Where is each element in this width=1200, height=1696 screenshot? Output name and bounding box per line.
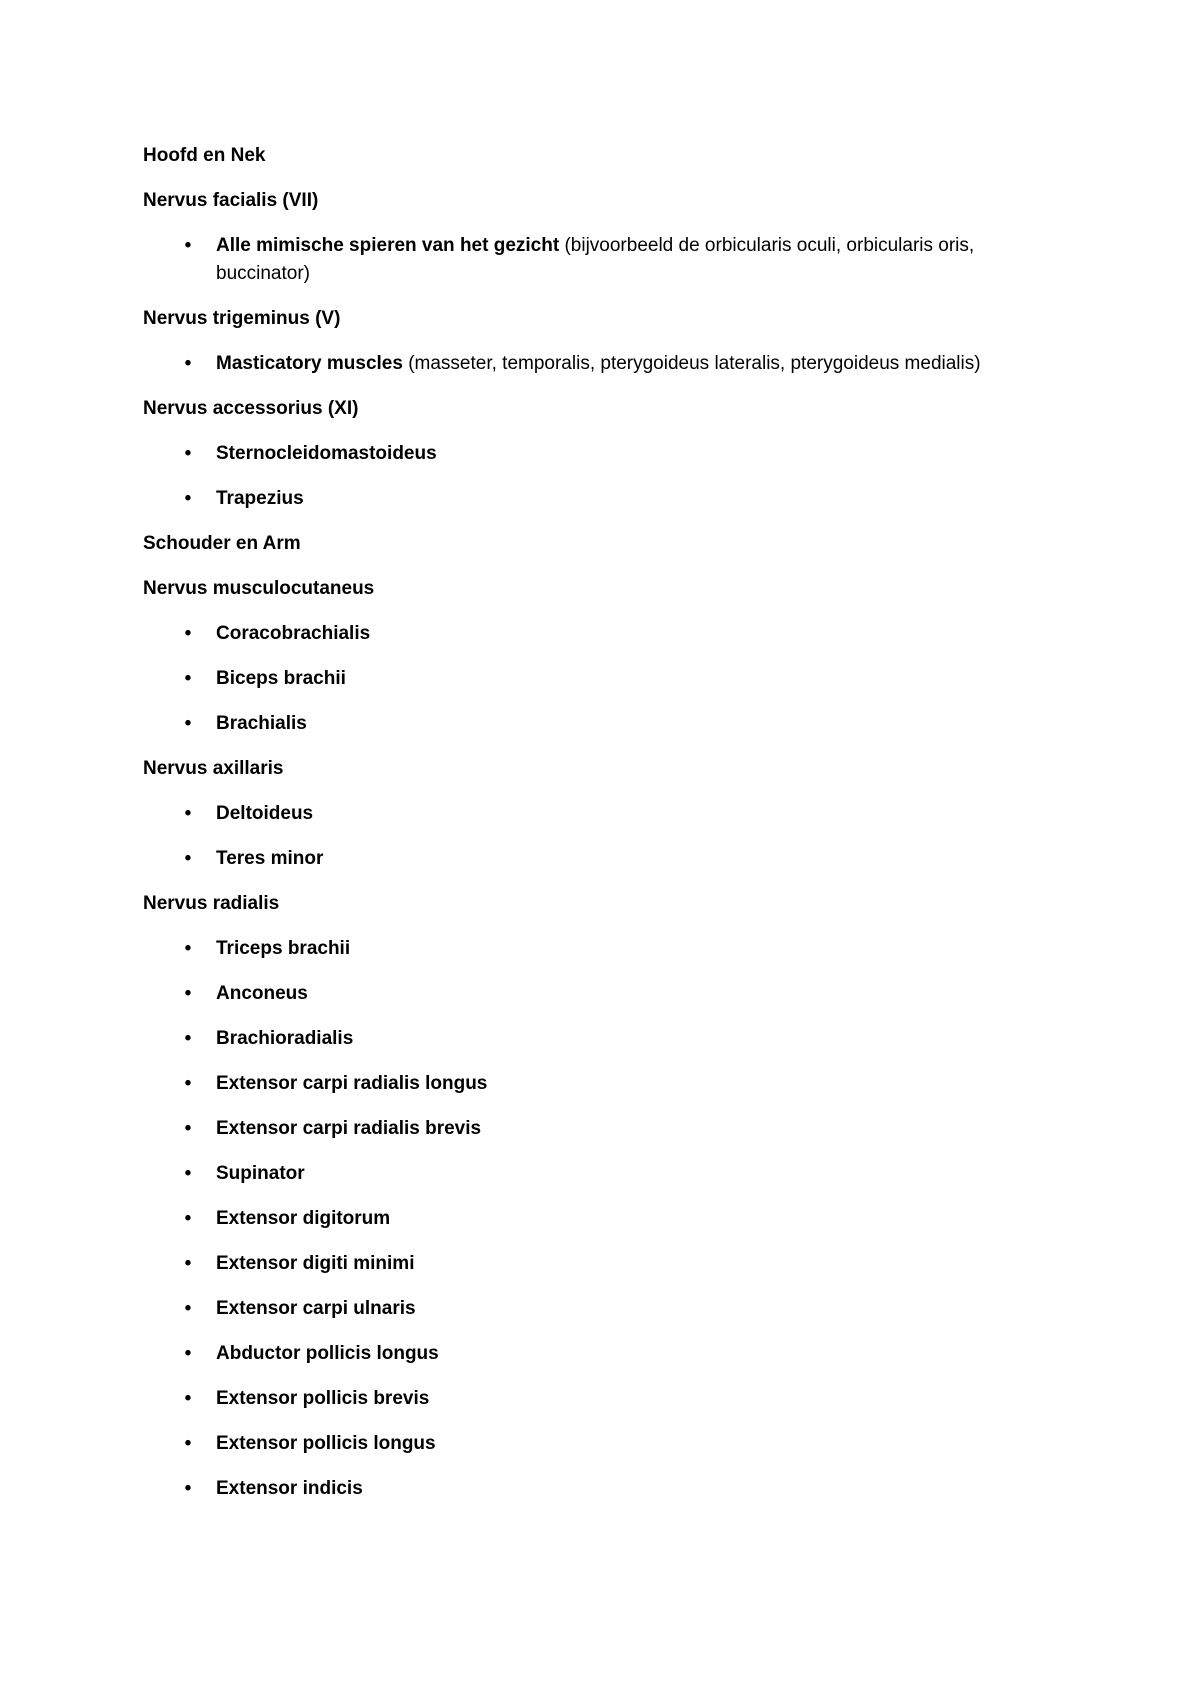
bullet-icon: • — [184, 1028, 192, 1049]
muscle-name: Teres minor — [216, 848, 324, 869]
list-item — [143, 1205, 1063, 1233]
muscle-name: Abductor pollicis longus — [216, 1343, 439, 1364]
muscle-name: Deltoideus — [216, 803, 314, 824]
bullet-icon: • — [184, 488, 192, 509]
section-heading: Nervus trigeminus (V) — [143, 308, 341, 329]
document-body — [143, 142, 1063, 1520]
list-item — [143, 620, 1063, 648]
muscle-detail: (masseter, temporalis, pterygoideus lateralis, pterygoideus medialis) — [402, 353, 981, 374]
section-heading: Nervus facialis (VII) — [143, 190, 319, 211]
list-item — [143, 440, 1063, 468]
bullet-icon: • — [184, 1073, 192, 1094]
muscle-name: Extensor carpi radialis longus — [216, 1073, 488, 1094]
bullet-icon: • — [184, 353, 192, 374]
bullet-icon: • — [184, 235, 192, 256]
muscle-name: Masticatory muscles — [216, 353, 403, 374]
list-item — [143, 665, 1063, 693]
bullet-icon: • — [184, 1208, 192, 1229]
bullet-list — [143, 232, 1063, 288]
list-item — [143, 1295, 1063, 1323]
muscle-name: Extensor carpi ulnaris — [216, 1298, 416, 1319]
list-item — [143, 710, 1063, 738]
list-item — [143, 1115, 1063, 1143]
bullet-icon: • — [184, 1343, 192, 1364]
list-item — [143, 800, 1063, 828]
muscle-name: Triceps brachii — [216, 938, 351, 959]
muscle-name: Alle mimische spieren van het gezicht — [216, 235, 560, 256]
bullet-icon: • — [184, 1478, 192, 1499]
list-item — [143, 232, 1063, 288]
muscle-name: Extensor digitorum — [216, 1208, 391, 1229]
bullet-icon: • — [184, 668, 192, 689]
list-item — [143, 1070, 1063, 1098]
muscle-name: Brachialis — [216, 713, 307, 734]
bullet-icon: • — [184, 1253, 192, 1274]
bullet-list — [143, 935, 1063, 1503]
bullet-list — [143, 620, 1063, 738]
bullet-icon: • — [184, 1298, 192, 1319]
section-heading: Nervus radialis — [143, 893, 280, 914]
muscle-name: Extensor pollicis brevis — [216, 1388, 430, 1409]
muscle-name: Extensor carpi radialis brevis — [216, 1118, 482, 1139]
section-heading: Hoofd en Nek — [143, 145, 266, 166]
muscle-name: Extensor digiti minimi — [216, 1253, 415, 1274]
bullet-icon: • — [184, 713, 192, 734]
bullet-list — [143, 800, 1063, 873]
list-item — [143, 1160, 1063, 1188]
list-item — [143, 1025, 1063, 1053]
list-item — [143, 935, 1063, 963]
bullet-icon: • — [184, 1118, 192, 1139]
muscle-name: Biceps brachii — [216, 668, 346, 689]
muscle-name: Brachioradialis — [216, 1028, 354, 1049]
muscle-name: Anconeus — [216, 983, 308, 1004]
bullet-list — [143, 440, 1063, 513]
bullet-icon: • — [184, 443, 192, 464]
bullet-icon: • — [184, 938, 192, 959]
list-item — [143, 350, 1063, 378]
muscle-name: Coracobrachialis — [216, 623, 371, 644]
list-item — [143, 980, 1063, 1008]
bullet-icon: • — [184, 623, 192, 644]
bullet-list — [143, 350, 1063, 378]
section-heading: Nervus axillaris — [143, 758, 284, 779]
list-item — [143, 1430, 1063, 1458]
list-item — [143, 845, 1063, 873]
muscle-name: Sternocleidomastoideus — [216, 443, 437, 464]
bullet-icon: • — [184, 803, 192, 824]
section-heading: Nervus musculocutaneus — [143, 578, 375, 599]
bullet-icon: • — [184, 983, 192, 1004]
section-heading: Nervus accessorius (XI) — [143, 398, 359, 419]
muscle-detail: (bijvoorbeeld de orbicularis oculi, orbicularis oris, buccinator) — [216, 235, 975, 284]
muscle-name: Extensor indicis — [216, 1478, 363, 1499]
bullet-icon: • — [184, 1163, 192, 1184]
list-item — [143, 485, 1063, 513]
list-item — [143, 1475, 1063, 1503]
bullet-icon: • — [184, 848, 192, 869]
bullet-icon: • — [184, 1388, 192, 1409]
muscle-name: Trapezius — [216, 488, 304, 509]
list-item — [143, 1340, 1063, 1368]
bullet-icon: • — [184, 1433, 192, 1454]
muscle-name: Extensor pollicis longus — [216, 1433, 436, 1454]
list-item — [143, 1250, 1063, 1278]
section-heading: Schouder en Arm — [143, 533, 301, 554]
list-item — [143, 1385, 1063, 1413]
muscle-name: Supinator — [216, 1163, 305, 1184]
